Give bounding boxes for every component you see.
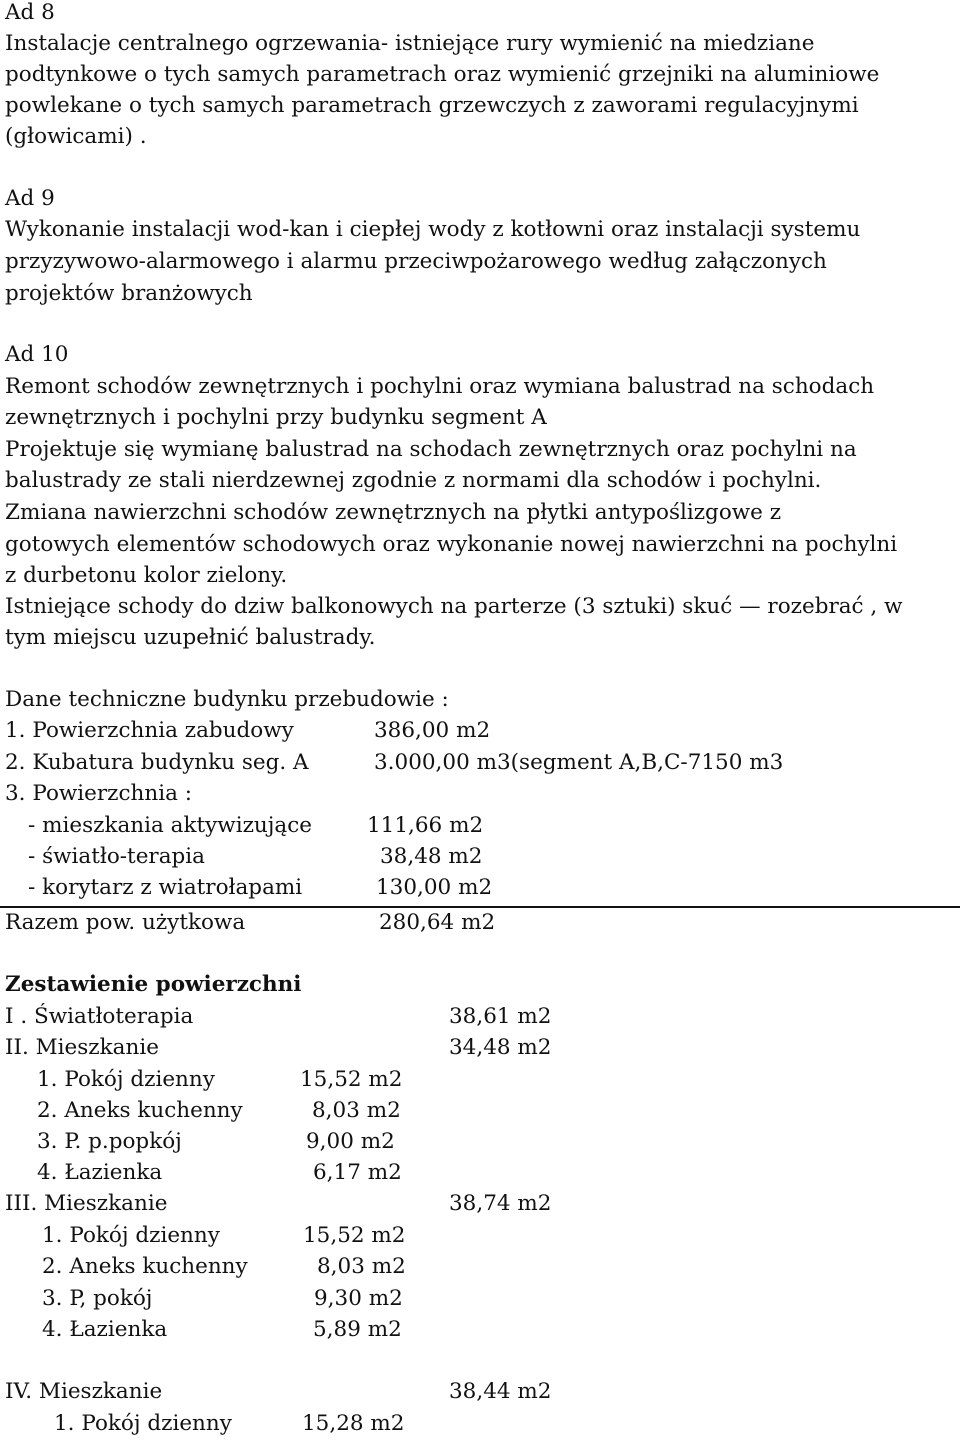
total-label: Razem pow. użytkowa — [5, 910, 246, 935]
dane-subrow-3-label: - korytarz z wiatrołapami — [28, 875, 303, 900]
dane-subrow-1-value: 111,66 m2 — [367, 813, 484, 838]
dane-heading: Dane techniczne budynku przebudowie : — [5, 687, 449, 712]
room-total: 34,48 m2 — [449, 1035, 552, 1060]
ad10-line-1: Remont schodów zewnętrznych i pochylni oraz wymiana balustrad na schodach — [5, 374, 875, 399]
room-area: 6,17 m2 — [313, 1160, 402, 1185]
ad10-line-8: Istniejące schody do dziw balkonowych na parterze (3 sztuki) skuć — rozebrać , w — [5, 594, 903, 619]
ad9-heading: Ad 9 — [5, 186, 55, 211]
ad10-line-4: balustrady ze stali nierdzewnej zgodnie z normami dla schodów i pochylni. — [5, 468, 822, 493]
room-row: 1. Pokój dzienny — [54, 1411, 232, 1436]
ad10-line-3: Projektuje się wymianę balustrad na schodach zewnętrznych oraz pochylni na — [5, 437, 857, 462]
ad9-line-1: Wykonanie instalacji wod-kan i ciepłej wody z kotłowni oraz instalacji systemu — [5, 217, 861, 242]
dane-row-1-value: 386,00 m2 — [374, 718, 491, 743]
room-row: II. Mieszkanie — [5, 1035, 159, 1060]
ad8-line-1: Instalacje centralnego ogrzewania- istniejące rury wymienić na miedziane — [5, 31, 815, 56]
dane-row-2-label: 2. Kubatura budynku seg. A — [5, 750, 309, 775]
dane-subrow-2-value: 38,48 m2 — [380, 844, 483, 869]
room-row: IV. Mieszkanie — [5, 1379, 163, 1404]
ad10-line-9: tym miejscu uzupełnić balustrady. — [5, 625, 376, 650]
room-row: 3. P, pokój — [42, 1286, 153, 1311]
ad8-line-4: (głowicami) . — [5, 124, 147, 149]
room-area: 8,03 m2 — [312, 1098, 401, 1123]
ad10-line-2: zewnętrznych i pochylni przy budynku segment A — [5, 405, 547, 430]
room-area: 9,30 m2 — [314, 1286, 403, 1311]
room-row: 3. P. p.popkój — [37, 1129, 182, 1154]
ad10-line-5: Zmiana nawierzchni schodów zewnętrznych na płytki antypoślizgowe z — [5, 500, 782, 525]
room-total: 38,61 m2 — [449, 1004, 552, 1029]
room-area: 5,89 m2 — [313, 1317, 402, 1342]
room-total: 38,74 m2 — [449, 1191, 552, 1216]
total-divider — [0, 906, 960, 908]
dane-subrow-3-value: 130,00 m2 — [376, 875, 493, 900]
ad8-line-2: podtynkowe o tych samych parametrach oraz wymienić grzejniki na aluminiowe — [5, 62, 880, 87]
dane-row-3-label: 3. Powierzchnia : — [5, 781, 193, 806]
room-area: 8,03 m2 — [317, 1254, 406, 1279]
dane-row-2-value: 3.000,00 m3(segment A,B,C-7150 m3 — [374, 750, 784, 775]
room-row: 1. Pokój dzienny — [37, 1067, 215, 1092]
room-area: 9,00 m2 — [306, 1129, 395, 1154]
room-row: 4. Łazienka — [42, 1317, 168, 1342]
ad10-line-7: z durbetonu kolor zielony. — [5, 563, 288, 588]
dane-subrow-2-label: - światło-terapia — [28, 844, 205, 869]
room-total: 38,44 m2 — [449, 1379, 552, 1404]
room-area: 15,28 m2 — [302, 1411, 405, 1436]
ad8-heading: Ad 8 — [5, 0, 55, 25]
room-row: I . Światłoterapia — [5, 1004, 194, 1029]
room-row: 4. Łazienka — [37, 1160, 163, 1185]
room-row: 2. Aneks kuchenny — [37, 1098, 243, 1123]
room-row: III. Mieszkanie — [5, 1191, 168, 1216]
room-row: 2. Aneks kuchenny — [42, 1254, 248, 1279]
ad10-line-6: gotowych elementów schodowych oraz wykonanie nowej nawierzchni na pochylni — [5, 532, 898, 557]
ad9-line-3: projektów branżowych — [5, 281, 253, 306]
room-row: 1. Pokój dzienny — [42, 1223, 220, 1248]
dane-subrow-1-label: - mieszkania aktywizujące — [28, 813, 313, 838]
ad10-heading: Ad 10 — [5, 342, 69, 367]
room-area: 15,52 m2 — [300, 1067, 403, 1092]
zestawienie-heading: Zestawienie powierzchni — [5, 972, 302, 997]
room-area: 15,52 m2 — [303, 1223, 406, 1248]
total-value: 280,64 m2 — [379, 910, 496, 935]
dane-row-1-label: 1. Powierzchnia zabudowy — [5, 718, 294, 743]
ad8-line-3: powlekane o tych samych parametrach grzewczych z zaworami regulacyjnymi — [5, 93, 859, 118]
ad9-line-2: przyzywowo-alarmowego i alarmu przeciwpożarowego według załączonych — [5, 249, 827, 274]
